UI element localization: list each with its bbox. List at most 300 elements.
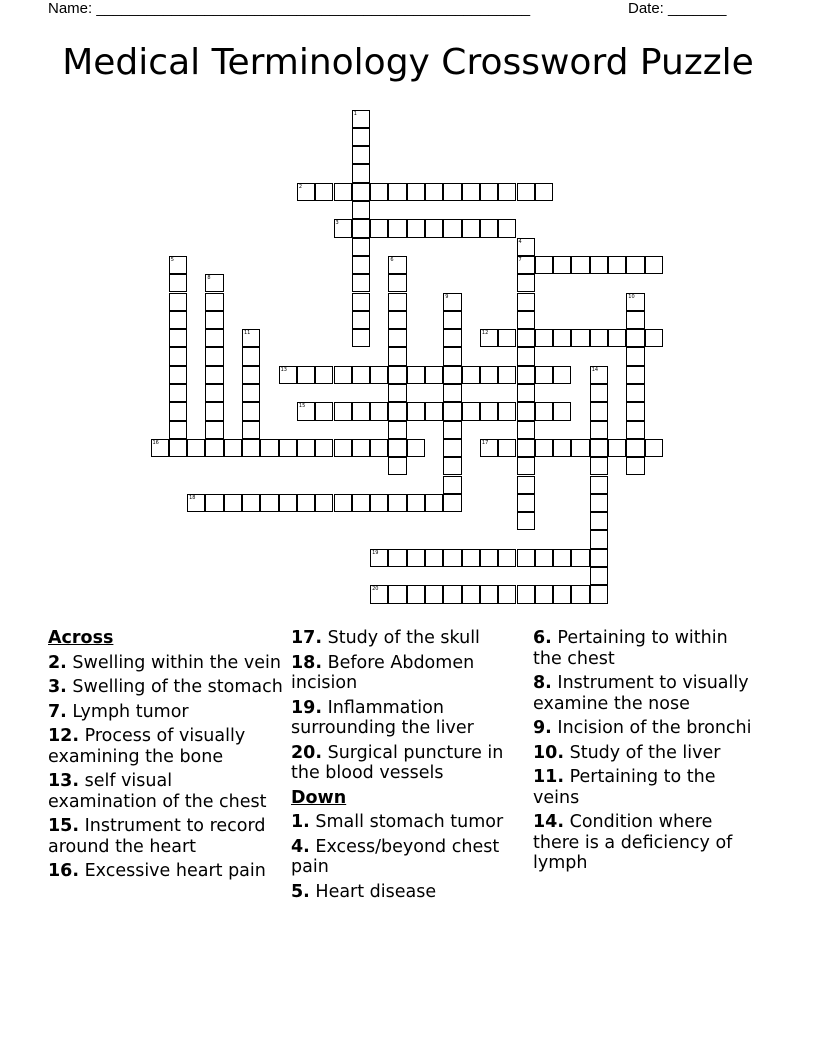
crossword-cell[interactable] [535,585,553,603]
crossword-cell[interactable] [443,421,461,439]
clue-number-label: 5. [291,881,310,902]
crossword-cell[interactable] [279,366,297,384]
crossword-cell[interactable] [517,549,535,567]
crossword-cell[interactable] [370,402,388,420]
crossword-cell[interactable] [626,402,644,420]
clue-text: self visual examination of the chest [48,771,267,812]
crossword-cell[interactable] [242,384,260,402]
crossword-cell[interactable] [443,384,461,402]
crossword-cell[interactable] [279,494,297,512]
crossword-cell[interactable] [517,476,535,494]
name-field[interactable]: Name: ____________________________________________________ [48,0,531,17]
crossword-cell[interactable] [571,439,589,457]
crossword-cell[interactable] [535,329,553,347]
crossword-cell[interactable] [370,549,388,567]
clue-text: Lymph tumor [72,701,189,722]
crossword-cell[interactable] [645,256,663,274]
crossword-cell[interactable] [443,549,461,567]
clue-number-label: 16. [48,861,80,881]
clue-number: 20 [372,586,379,593]
crossword-cell[interactable] [352,256,370,274]
crossword-cell[interactable] [352,402,370,420]
crossword-cell[interactable] [608,439,626,457]
crossword-cell[interactable] [608,256,626,274]
crossword-cell[interactable] [205,311,223,329]
crossword-cell[interactable] [590,457,608,475]
crossword-cell[interactable] [443,311,461,329]
crossword-cell[interactable] [608,329,626,347]
crossword-cell[interactable] [334,219,352,237]
clue-across-item [48,702,286,723]
crossword-cell[interactable] [498,439,516,457]
crossword-cell[interactable] [443,293,461,311]
crossword-cell[interactable] [352,366,370,384]
clue-text: Pertaining to the veins [533,767,716,808]
crossword-cell[interactable] [590,549,608,567]
clue-number-label: 8. [533,673,552,693]
crossword-cell[interactable] [443,183,461,201]
crossword-cell[interactable] [242,329,260,347]
crossword-cell[interactable] [205,439,223,457]
crossword-cell[interactable] [498,585,516,603]
crossword-cell[interactable] [571,549,589,567]
crossword-cell[interactable] [498,329,516,347]
crossword-cell[interactable] [334,439,352,457]
crossword-cell[interactable] [425,402,443,420]
crossword-cell[interactable] [535,183,553,201]
clue-text: Small stomach tumor [315,812,504,832]
crossword-cell[interactable] [590,585,608,603]
crossword-cell[interactable] [480,329,498,347]
crossword-cell[interactable] [224,494,242,512]
crossword-cell[interactable] [205,347,223,365]
crossword-cell[interactable] [242,366,260,384]
crossword-cell[interactable] [242,421,260,439]
clue-text: Instrument to visually examine the nose [533,673,749,714]
crossword-cell[interactable] [205,274,223,292]
crossword-cell[interactable] [334,183,352,201]
crossword-cell[interactable] [315,439,333,457]
crossword-cell[interactable] [517,293,535,311]
crossword-cell[interactable] [590,256,608,274]
clue-text: Study of the liver [569,742,721,763]
crossword-cell[interactable] [205,329,223,347]
clue-number-label: 1. [291,812,310,832]
crossword-cell[interactable] [590,439,608,457]
crossword-cell[interactable] [169,439,187,457]
crossword-cell[interactable] [553,439,571,457]
crossword-cell[interactable] [315,183,333,201]
clue-number: 15 [298,403,306,410]
crossword-cell[interactable] [498,366,516,384]
crossword-cell[interactable] [370,366,388,384]
crossword-cell[interactable] [553,256,571,274]
crossword-cell[interactable] [553,329,571,347]
clue-text: Heart disease [315,881,437,902]
clue-number: 19 [372,549,379,556]
clue-number-label: 17. [291,628,323,648]
crossword-cell[interactable] [480,585,498,603]
clue-number-label: 20. [291,742,323,763]
crossword-cell[interactable] [553,366,571,384]
crossword-cell[interactable] [626,421,644,439]
crossword-cell[interactable] [480,219,498,237]
crossword-cell[interactable] [626,293,644,311]
crossword-cell[interactable] [443,585,461,603]
crossword-cell[interactable] [352,293,370,311]
crossword-cell[interactable] [517,311,535,329]
crossword-cell[interactable] [462,366,480,384]
clue-number-label: 3. [48,677,67,697]
clue-down-item [533,628,758,669]
crossword-cell[interactable] [626,457,644,475]
crossword-cell[interactable] [187,494,205,512]
crossword-cell[interactable] [571,256,589,274]
crossword-cell[interactable] [297,183,315,201]
clue-number: 16 [152,439,159,446]
crossword-cell[interactable] [517,347,535,365]
clue-number: 18 [189,494,196,501]
crossword-cell[interactable] [205,293,223,311]
clue-down-item [291,837,529,878]
crossword-cell[interactable] [297,402,315,420]
crossword-cell[interactable] [242,494,260,512]
crossword-cell[interactable] [242,402,260,420]
crossword-cell[interactable] [517,329,535,347]
crossword-cell[interactable] [462,585,480,603]
crossword-cell[interactable] [169,256,187,274]
crossword-cell[interactable] [315,402,333,420]
crossword-cell[interactable] [242,347,260,365]
clue-number: 4 [518,238,522,245]
crossword-cell[interactable] [480,366,498,384]
crossword-cell[interactable] [407,219,425,237]
crossword-cell[interactable] [590,384,608,402]
crossword-cell[interactable] [425,219,443,237]
crossword-cell[interactable] [352,274,370,292]
crossword-cell[interactable] [462,402,480,420]
clue-text: Study of the skull [327,628,480,648]
crossword-cell[interactable] [535,366,553,384]
crossword-cell[interactable] [388,421,406,439]
crossword-cell[interactable] [407,183,425,201]
crossword-cell[interactable] [205,366,223,384]
crossword-cell[interactable] [370,585,388,603]
date-field[interactable]: Date: _______ [628,0,727,17]
crossword-cell[interactable] [571,585,589,603]
clue-down-item [533,812,758,874]
clue-number: 7 [518,256,522,263]
clue-down-item [291,882,529,903]
crossword-cell[interactable] [388,219,406,237]
crossword-cell[interactable] [388,585,406,603]
crossword-cell[interactable] [352,494,370,512]
crossword-cell[interactable] [260,439,278,457]
crossword-cell[interactable] [462,183,480,201]
clue-number: 12 [481,330,489,337]
clue-text: Surgical puncture in the blood vessels [291,742,504,783]
crossword-cell[interactable] [187,439,205,457]
clue-across-item [291,653,529,694]
clue-column-1 [48,628,286,886]
crossword-cell[interactable] [388,293,406,311]
crossword-cell[interactable] [370,219,388,237]
clue-text: Condition where there is a deficiency of lymph [533,812,733,873]
crossword-cell[interactable] [571,329,589,347]
crossword-cell[interactable] [388,457,406,475]
crossword-cell[interactable] [443,439,461,457]
crossword-cell[interactable] [517,457,535,475]
crossword-cell[interactable] [626,366,644,384]
crossword-cell[interactable] [169,366,187,384]
crossword-cell[interactable] [334,366,352,384]
crossword-cell[interactable] [517,512,535,530]
crossword-cell[interactable] [590,476,608,494]
crossword-cell[interactable] [352,329,370,347]
crossword-cell[interactable] [645,439,663,457]
crossword-cell[interactable] [169,311,187,329]
crossword-cell[interactable] [388,402,406,420]
crossword-cell[interactable] [169,402,187,420]
clue-column-3 [533,628,758,878]
crossword-cell[interactable] [260,494,278,512]
crossword-cell[interactable] [517,238,535,256]
crossword-cell[interactable] [388,366,406,384]
clue-number-label: 18. [291,652,323,673]
crossword-cell[interactable] [462,549,480,567]
crossword-cell[interactable] [517,183,535,201]
crossword-cell[interactable] [626,256,644,274]
crossword-cell[interactable] [517,256,535,274]
clue-text: Incision of the bronchi [557,718,752,738]
crossword-cell[interactable] [407,585,425,603]
clue-text: Instrument to record around the heart [48,816,266,857]
crossword-cell[interactable] [205,421,223,439]
crossword-cell[interactable] [553,549,571,567]
clue-across-item [48,771,286,812]
crossword-cell[interactable] [462,219,480,237]
crossword-cell[interactable] [388,347,406,365]
crossword-cell[interactable] [407,439,425,457]
crossword-cell[interactable] [407,366,425,384]
crossword-cell[interactable] [443,347,461,365]
crossword-cell[interactable] [590,494,608,512]
crossword-cell[interactable] [498,183,516,201]
crossword-cell[interactable] [169,274,187,292]
crossword-cell[interactable] [443,219,461,237]
crossword-cell[interactable] [553,585,571,603]
crossword-cell[interactable] [443,329,461,347]
crossword-cell[interactable] [297,439,315,457]
crossword-cell[interactable] [425,494,443,512]
crossword-cell[interactable] [205,402,223,420]
crossword-cell[interactable] [169,293,187,311]
clue-down-item [533,673,758,714]
crossword-cell[interactable] [535,402,553,420]
crossword-cell[interactable] [645,329,663,347]
crossword-cell[interactable] [407,402,425,420]
crossword-cell[interactable] [151,439,169,457]
crossword-cell[interactable] [535,439,553,457]
crossword-cell[interactable] [224,439,242,457]
crossword-cell[interactable] [169,347,187,365]
down-heading: Down [291,787,347,808]
crossword-cell[interactable] [517,366,535,384]
clue-number-label: 13. [48,771,80,791]
crossword-cell[interactable] [388,256,406,274]
clue-number: 11 [244,330,251,337]
crossword-cell[interactable] [315,366,333,384]
crossword-cell[interactable] [352,201,370,219]
crossword-cell[interactable] [388,329,406,347]
crossword-cell[interactable] [352,439,370,457]
crossword-cell[interactable] [443,476,461,494]
crossword-cell[interactable] [498,402,516,420]
crossword-cell[interactable] [590,512,608,530]
crossword-cell[interactable] [535,549,553,567]
crossword-cell[interactable] [590,329,608,347]
clue-across-item [291,698,529,739]
crossword-cell[interactable] [205,384,223,402]
clue-number-label: 2. [48,652,67,673]
crossword-cell[interactable] [388,311,406,329]
clue-number-label: 6. [533,628,552,648]
crossword-cell[interactable] [480,183,498,201]
crossword-cell[interactable] [297,366,315,384]
crossword-cell[interactable] [517,402,535,420]
crossword-cell[interactable] [352,164,370,182]
crossword-cell[interactable] [388,183,406,201]
clue-text: Swelling of the stomach [72,677,283,697]
clue-text: Excessive heart pain [84,861,266,881]
crossword-cell[interactable] [352,128,370,146]
clue-column-2 [291,628,529,906]
crossword-cell[interactable] [279,439,297,457]
crossword-cell[interactable] [590,402,608,420]
clue-number: 10 [628,293,635,300]
crossword-cell[interactable] [517,585,535,603]
crossword-cell[interactable] [517,439,535,457]
crossword-cell[interactable] [590,530,608,548]
crossword-cell[interactable] [498,549,516,567]
clue-text: Before Abdomen incision [291,652,475,693]
crossword-cell[interactable] [443,366,461,384]
clue-number-label: 14. [533,812,565,832]
crossword-cell[interactable] [352,110,370,128]
crossword-cell[interactable] [370,183,388,201]
clue-number: 2 [298,183,303,190]
clue-number-label: 19. [291,697,323,718]
clue-text: Pertaining to within the chest [533,628,728,669]
clue-across-item [48,726,286,767]
clue-number-label: 4. [291,836,310,857]
crossword-cell[interactable] [334,494,352,512]
crossword-cell[interactable] [425,183,443,201]
crossword-cell[interactable] [297,494,315,512]
crossword-cell[interactable] [388,439,406,457]
crossword-cell[interactable] [425,366,443,384]
crossword-cell[interactable] [352,146,370,164]
clue-down-item [291,812,529,833]
clue-across-item [48,677,286,698]
crossword-cell[interactable] [169,421,187,439]
crossword-cell[interactable] [315,494,333,512]
crossword-cell[interactable] [480,549,498,567]
clue-number-label: 9. [533,718,552,738]
clue-down-item [533,743,758,764]
crossword-cell[interactable] [590,366,608,384]
clue-across-item [48,861,286,882]
crossword-cell[interactable] [205,494,223,512]
clue-number: 6 [390,256,394,263]
crossword-cell[interactable] [388,384,406,402]
crossword-cell[interactable] [370,439,388,457]
crossword-cell[interactable] [517,494,535,512]
crossword-cell[interactable] [626,347,644,365]
crossword-cell[interactable] [169,384,187,402]
clue-number-label: 11. [533,767,565,787]
crossword-cell[interactable] [388,494,406,512]
crossword-cell[interactable] [590,421,608,439]
crossword-cell[interactable] [242,439,260,457]
clue-number: 1 [353,110,357,117]
crossword-cell[interactable] [169,329,187,347]
crossword-cell[interactable] [352,238,370,256]
crossword-cell[interactable] [334,402,352,420]
clue-down-item [533,767,758,808]
crossword-cell[interactable] [626,384,644,402]
clue-number: 13 [280,366,287,373]
clue-across-item [291,743,529,784]
crossword-cell[interactable] [626,439,644,457]
crossword-cell[interactable] [407,494,425,512]
clue-across-item [291,628,529,649]
page-title: Medical Terminology Crossword Puzzle [62,42,754,83]
crossword-cell[interactable] [425,549,443,567]
crossword-cell[interactable] [517,421,535,439]
clue-across-item [48,816,286,857]
crossword-cell[interactable] [352,219,370,237]
crossword-cell[interactable] [388,549,406,567]
crossword-cell[interactable] [480,439,498,457]
crossword-cell[interactable] [517,384,535,402]
crossword-cell[interactable] [352,183,370,201]
crossword-cell[interactable] [535,256,553,274]
crossword-cell[interactable] [425,585,443,603]
clue-number-label: 7. [48,701,67,722]
clue-text: Excess/beyond chest pain [291,836,500,877]
clue-text: Inflammation surrounding the liver [291,697,474,738]
crossword-cell[interactable] [443,457,461,475]
crossword-cell[interactable] [443,402,461,420]
crossword-cell[interactable] [626,329,644,347]
clue-number: 17 [481,439,489,446]
crossword-cell[interactable] [590,567,608,585]
crossword-cell[interactable] [370,494,388,512]
crossword-cell[interactable] [352,311,370,329]
clue-down-item [533,718,758,739]
crossword-cell[interactable] [517,274,535,292]
crossword-cell[interactable] [407,549,425,567]
crossword-cell[interactable] [498,219,516,237]
crossword-cell[interactable] [388,274,406,292]
clue-number: 5 [170,256,174,263]
crossword-cell[interactable] [626,311,644,329]
crossword-cell[interactable] [480,402,498,420]
clue-number: 14 [591,366,599,373]
crossword-cell[interactable] [553,402,571,420]
crossword-cell[interactable] [443,494,461,512]
